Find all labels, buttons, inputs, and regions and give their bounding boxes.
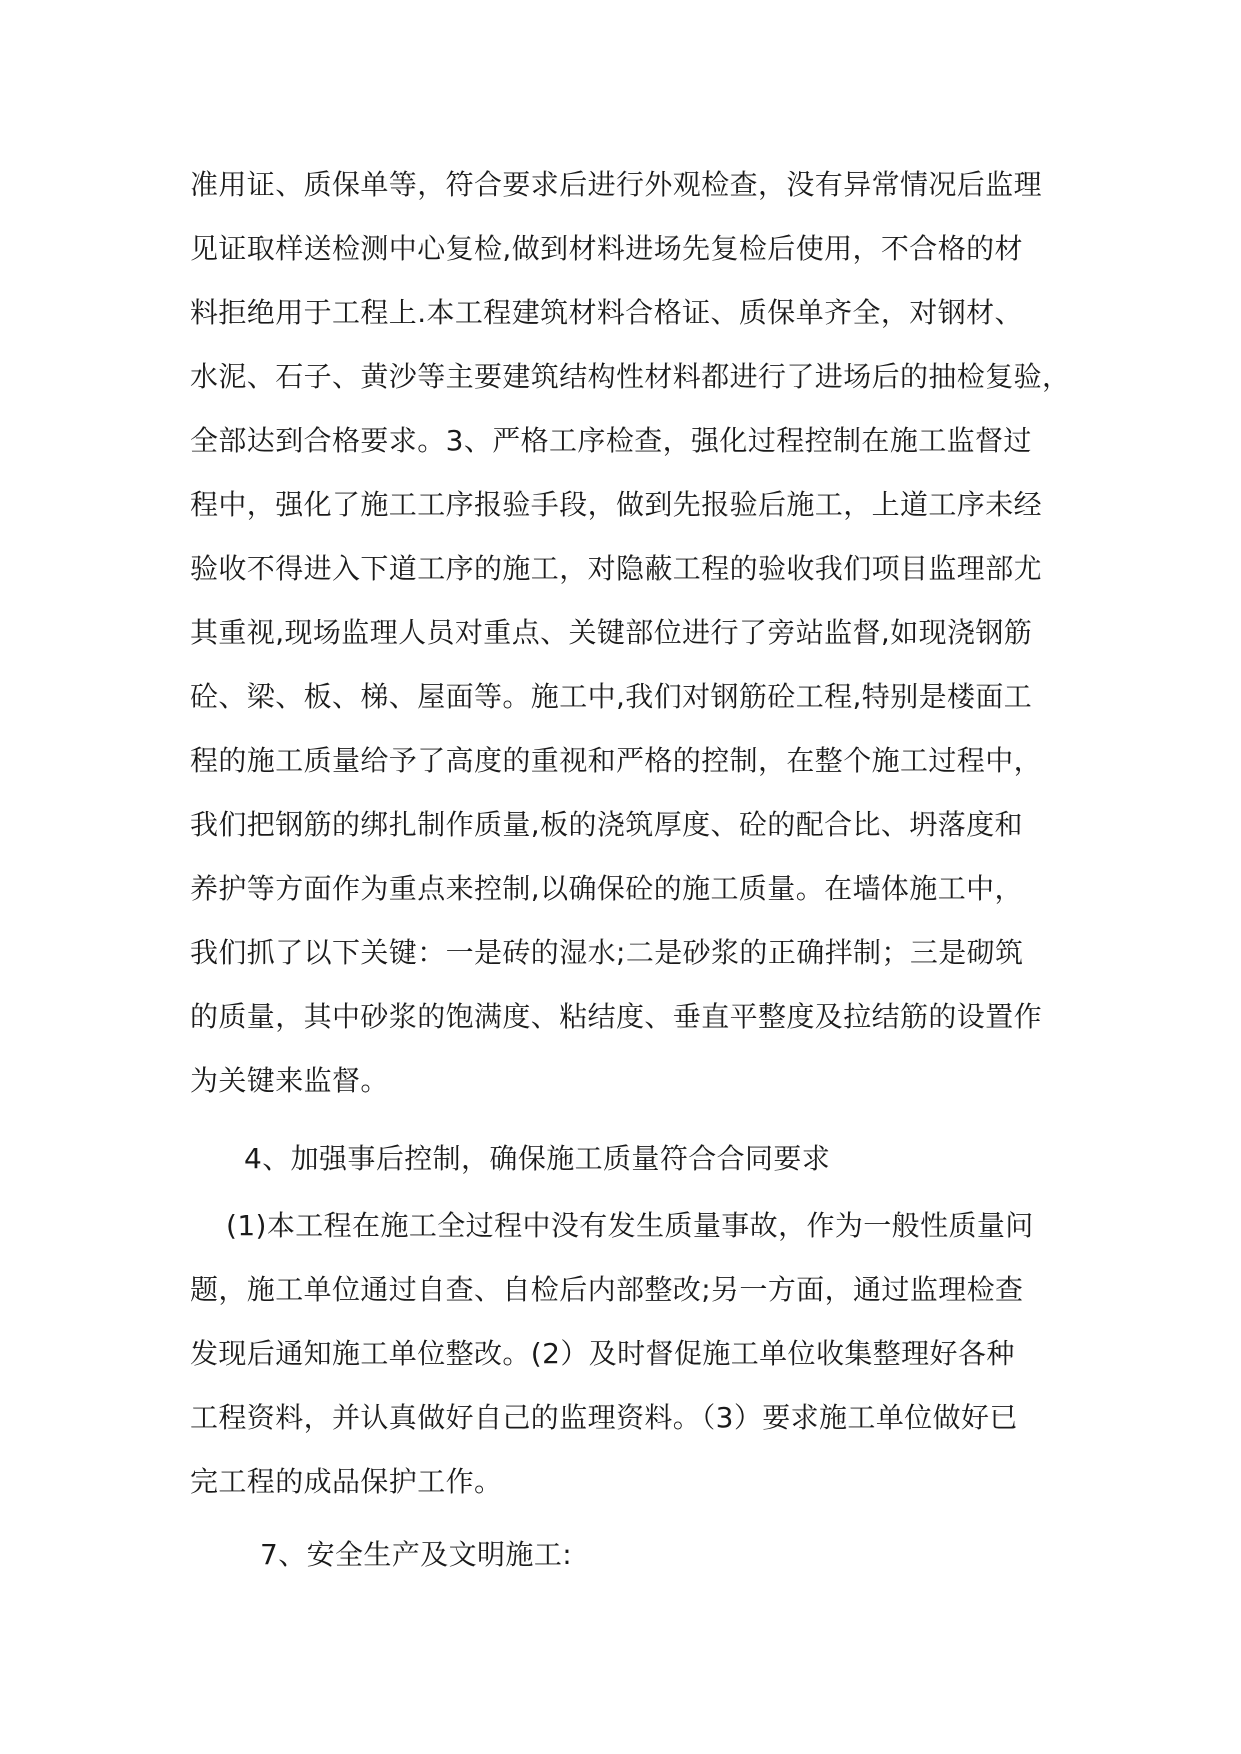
body-paragraph (190, 1194, 1070, 1514)
text-line: 全部达到合格要求。3、严格工序检查，强化过程控制在施工监督过 (190, 424, 1032, 457)
text-line: 砼、梁、板、梯、屋面等。施工中,我们对钢筋砼工程,特别是楼面工 (190, 680, 1033, 713)
text-line: 我们抓了以下关键：一是砖的湿水;二是砂浆的正确拌制；三是砌筑 (190, 936, 1024, 969)
heading-text: 4、加强事后控制，确保施工质量符合合同要求 (244, 1142, 831, 1175)
text-line: 工程资料，并认真做好自己的监理资料。（3）要求施工单位做好已 (190, 1401, 1018, 1434)
text-line: 养护等方面作为重点来控制,以确保砼的施工质量。在墙体施工中， (190, 872, 1023, 905)
section-heading (244, 1127, 1124, 1191)
text-line: 程中，强化了施工工序报验手段，做到先报验后施工，上道工序未经 (190, 488, 1043, 521)
text-line: 发现后通知施工单位整改。(2）及时督促施工单位收集整理好各种 (190, 1337, 1015, 1370)
text-line: 程的施工质量给予了高度的重视和严格的控制，在整个施工过程中， (190, 744, 1043, 777)
text-line: 的质量，其中砂浆的饱满度、粘结度、垂直平整度及拉结筋的设置作 (190, 1000, 1043, 1033)
text-line: 准用证、质保单等，符合要求后进行外观检查，没有异常情况后监理 (190, 168, 1043, 201)
text-line: 我们把钢筋的绑扎制作质量,板的浇筑厚度、砼的配合比、坍落度和 (190, 808, 1023, 841)
text-line: 料拒绝用于工程上.本工程建筑材料合格证、质保单齐全，对钢材、 (190, 296, 1023, 329)
text-line: 水泥、石子、黄沙等主要建筑结构性材料都进行了进场后的抽检复验， (190, 360, 1071, 393)
heading-text: 7、安全生产及文明施工: (260, 1538, 573, 1571)
body-paragraph (190, 153, 1070, 1113)
section-heading (260, 1523, 1140, 1587)
text-line: 为关键来监督。 (190, 1064, 389, 1097)
text-line: (1)本工程在施工全过程中没有发生质量事故，作为一般性质量问 (226, 1209, 1034, 1242)
text-line: 验收不得进入下道工序的施工，对隐蔽工程的验收我们项目监理部尤 (190, 552, 1043, 585)
text-line: 其重视,现场监理人员对重点、关键部位进行了旁站监督,如现浇钢筋 (190, 616, 1033, 649)
text-line: 见证取样送检测中心复检,做到材料进场先复检后使用，不合格的材 (190, 232, 1023, 265)
text-line: 完工程的成品保护工作。 (190, 1465, 503, 1498)
text-line: 题，施工单位通过自查、自检后内部整改;另一方面，通过监理检查 (190, 1273, 1024, 1306)
